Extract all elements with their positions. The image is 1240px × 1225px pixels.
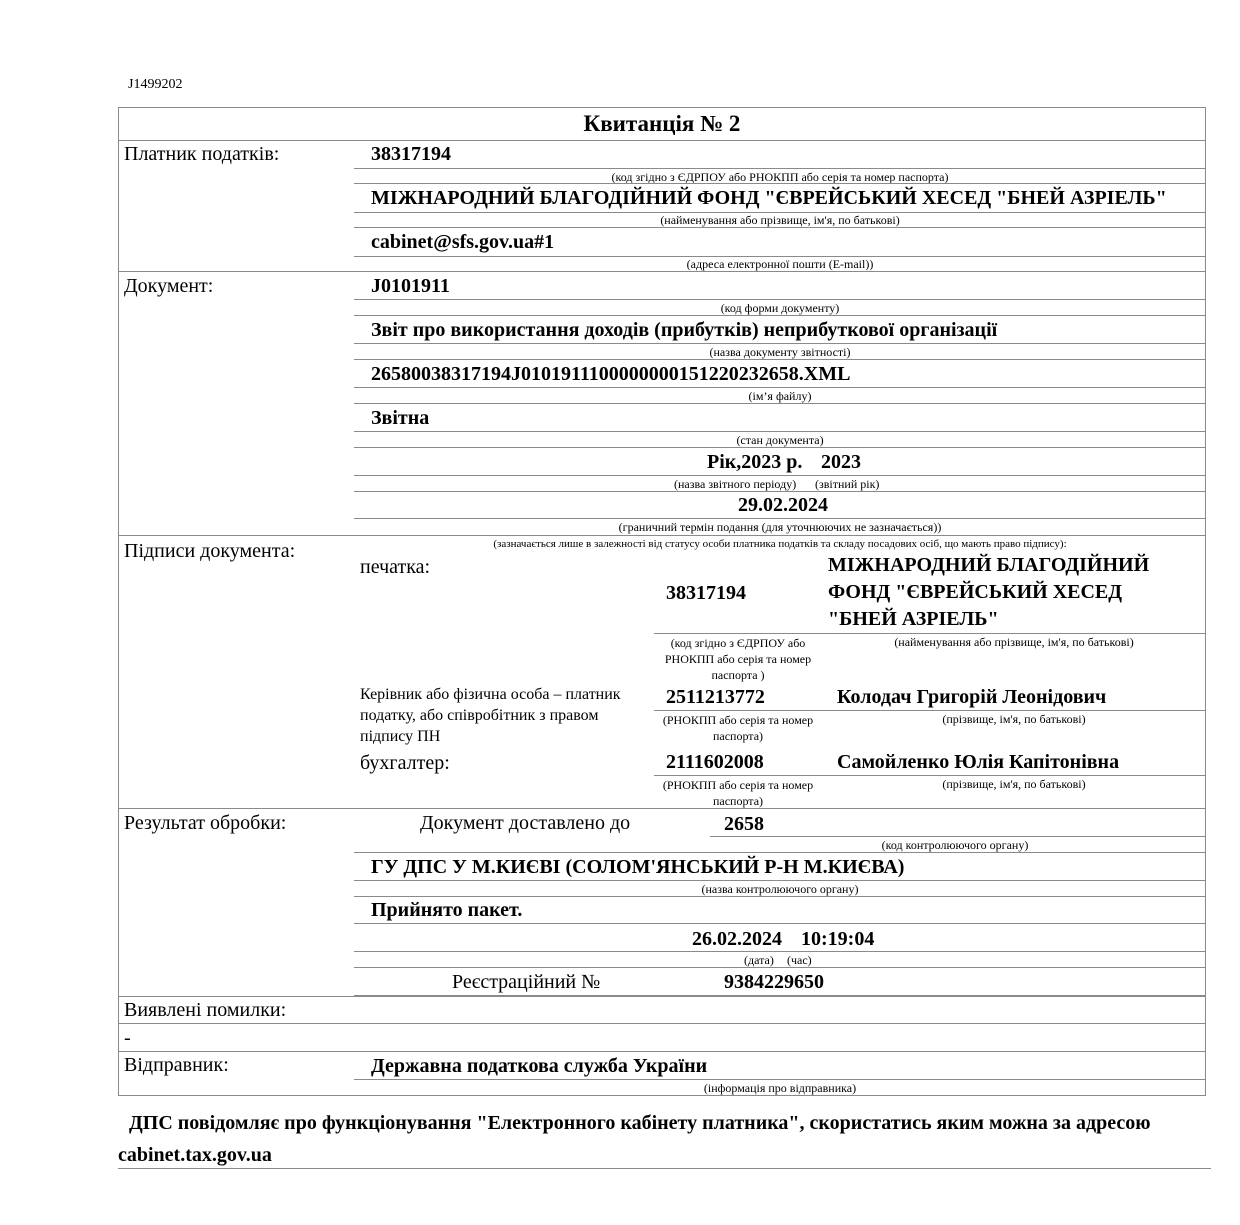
head-code-caption: (РНОКПП або серія та номер паспорта)	[662, 713, 814, 743]
time-caption: (час)	[787, 953, 812, 967]
signatures-label: Підписи документа:	[124, 540, 296, 562]
head-code: 2511213772	[666, 686, 765, 708]
payer-name: МІЖНАРОДНИЙ БЛАГОДІЙНИЙ ФОНД "ЄВРЕЙСЬКИЙ ХЕСЕД "БНЕЙ АЗРІЕЛЬ"	[371, 187, 1167, 209]
authority-name-caption: (назва контролюючого органу)	[701, 882, 859, 896]
authority-code-caption: (код контролюючого органу)	[881, 838, 1029, 852]
section-divider	[118, 535, 1206, 536]
receipt-title: Квитанція № 2	[583, 111, 741, 136]
head-name: Колодач Григорій Леонідович	[837, 686, 1107, 708]
document-deadline: 29.02.2024	[738, 494, 828, 516]
divider	[354, 1079, 1206, 1080]
result-status: Прийнято пакет.	[371, 899, 523, 921]
footer-rule	[118, 1168, 1211, 1169]
document-form-code: J0101911	[371, 275, 450, 297]
divider	[354, 227, 1206, 228]
accountant-code-caption: (РНОКПП або серія та номер паспорта)	[662, 778, 814, 808]
errors-value: -	[124, 1027, 131, 1049]
divider	[354, 967, 1206, 968]
divider	[354, 491, 1206, 492]
authority-name: ГУ ДПС У М.КИЄВІ (СОЛОМ'ЯНСЬКИЙ Р-Н М.КИЄВА)	[371, 856, 905, 878]
document-period: Рік,2023 р.	[707, 451, 803, 473]
seal-code: 38317194	[666, 582, 746, 604]
divider	[118, 1023, 1206, 1024]
date-caption: (дата)	[744, 953, 774, 967]
document-year: 2023	[821, 451, 861, 473]
divider	[354, 299, 1206, 300]
delivered-label: Документ доставлено до	[420, 812, 631, 834]
section-divider	[118, 1051, 1206, 1052]
accountant-name-caption: (прізвище, ім'я, по батькові)	[942, 777, 1086, 791]
payer-email: cabinet@sfs.gov.ua#1	[371, 231, 555, 253]
sender-caption: (інформація про відправника)	[703, 1081, 857, 1095]
registration-label: Реєстраційний №	[452, 971, 601, 993]
section-divider	[118, 996, 1206, 997]
payer-email-caption: (адреса електронної пошти (E-mail))	[686, 257, 874, 271]
signatures-note: (зазначається лише в залежності від статусу особи платника податків та складу посадових осіб, що мають право підпису):	[493, 538, 1067, 550]
frame-left	[118, 107, 119, 1095]
document-file: 26580038317194J0101911100000000151220232658.XML	[371, 363, 851, 385]
divider	[354, 315, 1206, 316]
head-label: Керівник або фізична особа – платник податку, або співробітник з правом підпису ПН	[360, 686, 621, 745]
seal-name: МІЖНАРОДНИЙ БЛАГОДІЙНИЙ ФОНД "ЄВРЕЙСЬКИЙ ХЕСЕД "БНЕЙ АЗРІЕЛЬ"	[828, 554, 1150, 630]
divider	[354, 475, 1206, 476]
year-caption: (звітний рік)	[815, 477, 880, 491]
payer-code-caption: (код згідно з ЄДРПОУ або РНОКПП або серія та номер паспорта)	[611, 170, 949, 184]
seal-code-caption: (код згідно з ЄДРПОУ або РНОКПП або серія та номер паспорта )	[664, 636, 812, 682]
sender-label: Відправник:	[124, 1054, 229, 1076]
registration-number: 9384229650	[724, 971, 824, 993]
divider	[710, 836, 1206, 837]
section-divider	[118, 271, 1206, 272]
divider	[118, 140, 1206, 141]
authority-code: 2658	[724, 813, 764, 835]
document-label: Документ:	[124, 275, 214, 297]
seal-name-caption: (найменування або прізвище, ім'я, по батькові)	[894, 635, 1134, 649]
payer-code: 38317194	[371, 143, 451, 165]
section-divider	[118, 808, 1206, 809]
sender-value: Державна податкова служба України	[371, 1055, 708, 1077]
divider	[354, 880, 1206, 881]
divider	[354, 387, 1206, 388]
payer-name-caption: (найменування або прізвище, ім'я, по батькові)	[660, 213, 900, 227]
divider	[654, 633, 1206, 634]
footer-notice: ДПС повідомляє про функціонування "Електронного кабінету платника", скористатись яким можна за адресою cabinet.tax.gov.ua	[118, 1112, 1151, 1166]
divider	[654, 775, 1206, 776]
result-label: Результат обробки:	[124, 812, 287, 834]
deadline-caption: (граничний термін подання (для уточнюючих не зазначається))	[618, 520, 942, 534]
accountant-name: Самойленко Юлія Капітонівна	[837, 751, 1120, 773]
errors-label: Виявлені помилки:	[124, 999, 287, 1021]
document-form-code-caption: (код форми документу)	[720, 301, 840, 315]
divider	[354, 168, 1206, 169]
document-file-caption: (ім’я файлу)	[748, 389, 812, 403]
divider	[354, 343, 1206, 344]
payer-label: Платник податків:	[124, 143, 280, 165]
accountant-code: 2111602008	[666, 751, 764, 773]
form-code: J1499202	[128, 77, 183, 92]
divider	[354, 447, 1206, 448]
divider	[354, 359, 1206, 360]
divider	[654, 710, 1206, 711]
divider	[354, 183, 1206, 184]
period-caption: (назва звітного періоду)	[674, 477, 797, 491]
document-state: Звітна	[371, 407, 430, 429]
document-name-caption: (назва документу звітності)	[709, 345, 851, 359]
divider	[354, 403, 1206, 404]
divider	[354, 896, 1206, 897]
frame-top	[118, 107, 1206, 108]
divider	[354, 923, 1206, 924]
divider	[354, 852, 1206, 853]
result-date: 26.02.2024	[692, 928, 782, 950]
document-state-caption: (стан документа)	[736, 433, 824, 447]
head-name-caption: (прізвище, ім'я, по батькові)	[942, 712, 1086, 726]
divider	[354, 518, 1206, 519]
divider	[354, 951, 1206, 952]
divider	[354, 431, 1206, 432]
result-time: 10:19:04	[801, 928, 875, 950]
accountant-label: бухгалтер:	[360, 752, 450, 774]
document-name: Звіт про використання доходів (прибутків) неприбуткової організації	[371, 319, 998, 341]
seal-label: печатка:	[360, 556, 431, 578]
